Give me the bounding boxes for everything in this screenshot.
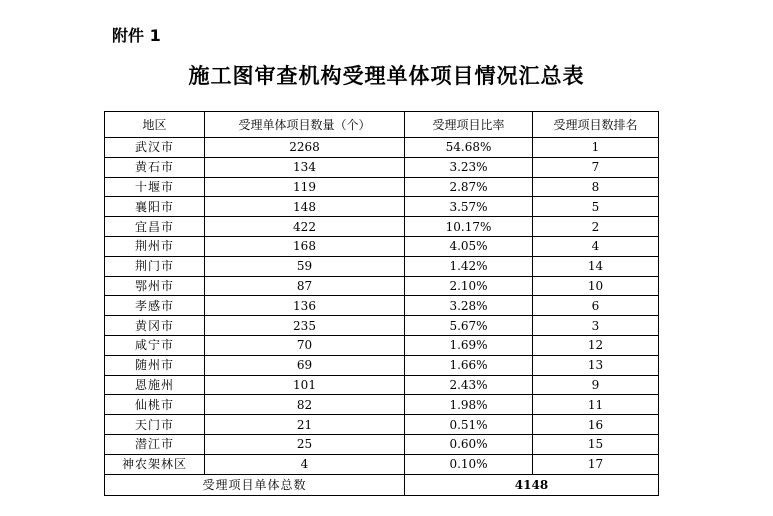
rank-cell: 6: [533, 296, 659, 316]
rank-cell: 16: [533, 415, 659, 435]
count-cell: 2268: [205, 138, 405, 158]
count-cell: 148: [205, 197, 405, 217]
table-header-row: [105, 112, 659, 138]
region-cell: 黄冈市: [105, 316, 205, 336]
column-header-region: 地区: [105, 112, 205, 138]
region-cell: 恩施州: [105, 375, 205, 395]
table-row: [105, 236, 659, 256]
ratio-cell: 3.57%: [405, 197, 533, 217]
rank-cell: 8: [533, 177, 659, 197]
attachment-label: 附件 1: [112, 26, 161, 45]
region-cell: 神农架林区: [105, 454, 205, 474]
count-cell: 21: [205, 415, 405, 435]
rank-cell: 5: [533, 197, 659, 217]
ratio-cell: 1.98%: [405, 395, 533, 415]
ratio-cell: 3.28%: [405, 296, 533, 316]
region-cell: 鄂州市: [105, 276, 205, 296]
count-cell: 87: [205, 276, 405, 296]
table-row: [105, 434, 659, 454]
total-value: 4148: [405, 474, 659, 495]
rank-cell: 4: [533, 236, 659, 256]
region-cell: 荆门市: [105, 256, 205, 276]
ratio-cell: 2.87%: [405, 177, 533, 197]
count-cell: 59: [205, 256, 405, 276]
ratio-cell: 0.10%: [405, 454, 533, 474]
ratio-cell: 1.42%: [405, 256, 533, 276]
region-cell: 潜江市: [105, 434, 205, 454]
count-cell: 235: [205, 316, 405, 336]
ratio-cell: 4.05%: [405, 236, 533, 256]
table-row: [105, 138, 659, 158]
count-cell: 4: [205, 454, 405, 474]
table-row: [105, 217, 659, 237]
ratio-cell: 0.60%: [405, 434, 533, 454]
region-cell: 襄阳市: [105, 197, 205, 217]
rank-cell: 10: [533, 276, 659, 296]
column-header-ratio: 受理项目比率: [405, 112, 533, 138]
ratio-cell: 2.43%: [405, 375, 533, 395]
ratio-cell: 0.51%: [405, 415, 533, 435]
rank-cell: 9: [533, 375, 659, 395]
table-row: [105, 355, 659, 375]
summary-table: [104, 111, 659, 496]
region-cell: 荆州市: [105, 236, 205, 256]
ratio-cell: 5.67%: [405, 316, 533, 336]
rank-cell: 12: [533, 335, 659, 355]
ratio-cell: 1.69%: [405, 335, 533, 355]
table-row: [105, 395, 659, 415]
ratio-cell: 54.68%: [405, 138, 533, 158]
rank-cell: 7: [533, 157, 659, 177]
ratio-cell: 1.66%: [405, 355, 533, 375]
table-row: [105, 316, 659, 336]
total-row: [105, 474, 659, 495]
count-cell: 69: [205, 355, 405, 375]
count-cell: 422: [205, 217, 405, 237]
rank-cell: 14: [533, 256, 659, 276]
ratio-cell: 2.10%: [405, 276, 533, 296]
region-cell: 咸宁市: [105, 335, 205, 355]
ratio-cell: 3.23%: [405, 157, 533, 177]
table-body: [105, 138, 659, 475]
count-cell: 168: [205, 236, 405, 256]
rank-cell: 13: [533, 355, 659, 375]
count-cell: 119: [205, 177, 405, 197]
rank-cell: 11: [533, 395, 659, 415]
table-row: [105, 454, 659, 474]
table-row: [105, 157, 659, 177]
rank-cell: 15: [533, 434, 659, 454]
page-title: 施工图审查机构受理单体项目情况汇总表: [188, 64, 585, 88]
region-cell: 十堰市: [105, 177, 205, 197]
column-header-count: 受理单体项目数量（个）: [205, 112, 405, 138]
region-cell: 随州市: [105, 355, 205, 375]
region-cell: 天门市: [105, 415, 205, 435]
rank-cell: 3: [533, 316, 659, 336]
column-header-rank: 受理项目数排名: [533, 112, 659, 138]
table-row: [105, 335, 659, 355]
table-row: [105, 177, 659, 197]
region-cell: 宜昌市: [105, 217, 205, 237]
rank-cell: 17: [533, 454, 659, 474]
region-cell: 黄石市: [105, 157, 205, 177]
table-row: [105, 197, 659, 217]
ratio-cell: 10.17%: [405, 217, 533, 237]
count-cell: 136: [205, 296, 405, 316]
table-row: [105, 296, 659, 316]
region-cell: 武汉市: [105, 138, 205, 158]
rank-cell: 1: [533, 138, 659, 158]
count-cell: 82: [205, 395, 405, 415]
region-cell: 仙桃市: [105, 395, 205, 415]
table-row: [105, 276, 659, 296]
table-row: [105, 256, 659, 276]
region-cell: 孝感市: [105, 296, 205, 316]
total-label: 受理项目单体总数: [105, 474, 405, 495]
count-cell: 25: [205, 434, 405, 454]
count-cell: 101: [205, 375, 405, 395]
count-cell: 134: [205, 157, 405, 177]
count-cell: 70: [205, 335, 405, 355]
rank-cell: 2: [533, 217, 659, 237]
table-row: [105, 375, 659, 395]
table-row: [105, 415, 659, 435]
